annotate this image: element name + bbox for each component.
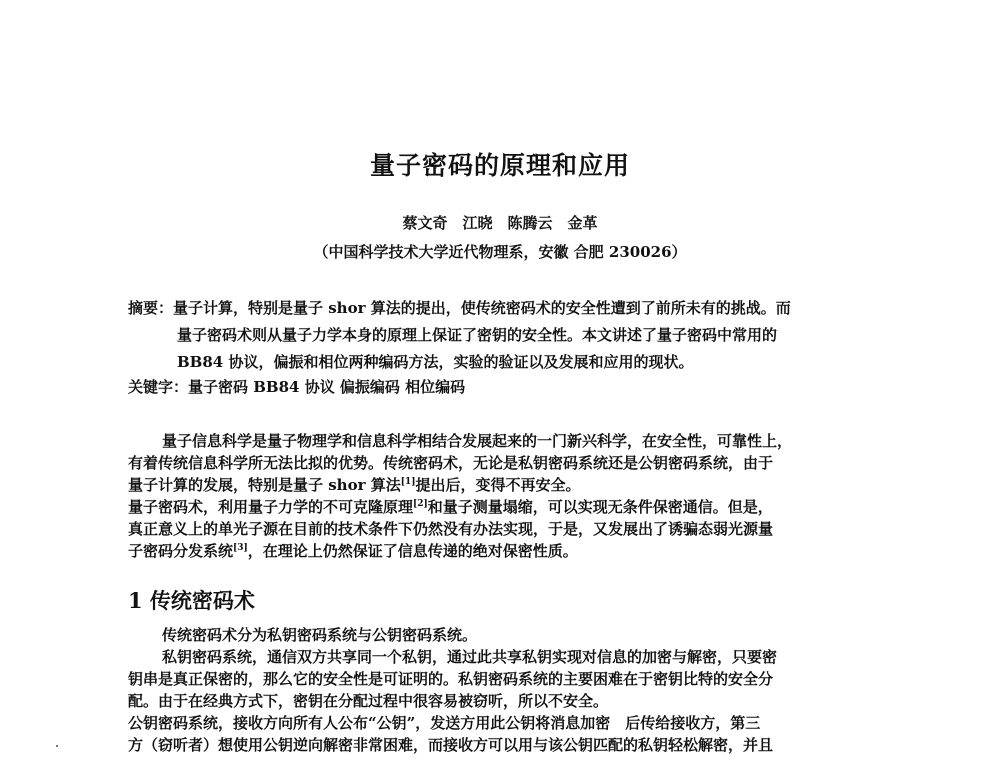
keywords-line <box>128 376 465 397</box>
body-text-segment: 子密码分发系统 <box>128 542 234 560</box>
intro-paragraph <box>128 430 888 562</box>
body-line: 真正意义上的单光子源在目前的技术条件下仍然没有办法实现，于是，又发展出了诱骗态弱光源量 <box>128 520 774 538</box>
paper-title: 量子密码的原理和应用 <box>369 151 630 180</box>
abstract-text: 量子计算，特别是量子 shor 算法的提出，使传统密码术的安全性遭到了前所未有的挑战。而 <box>173 299 791 317</box>
keywords-text: 量子密码 BB84 协议 偏振编码 相位编码 <box>188 378 466 396</box>
keywords-label: 关键字： <box>128 378 189 396</box>
body-line <box>128 540 888 562</box>
citation-ref: [2] <box>413 499 428 509</box>
body-line <box>128 496 888 518</box>
section-heading: 1 传统密码术 <box>128 588 255 613</box>
body-text-segment: 量子计算的发展，特别是量子 shor 算法 <box>128 476 401 494</box>
body-line: 方（窃听者）想使用公钥逆向解密非常困难，而接收方可以用与该公钥匹配的私钥轻松解密，并且 <box>128 736 774 754</box>
body-text-segment: 量子密码术，利用量子力学的不可克隆原理 <box>128 498 414 516</box>
body-line: 配。由于在经典方式下，密钥在分配过程中很容易被窃听，所以不安全。 <box>128 692 609 710</box>
body-line: 公钥密码系统，接收方向所有人公布“公钥”，发送方用此公钥将消息加密 后传给接收方，第三 <box>128 714 761 732</box>
abstract-label: 摘要： <box>128 299 174 317</box>
body-line: 钥串是真正保密的，那么它的安全性是可证明的。私钥密码系统的主要困难在于密钥比特的安全分 <box>128 670 774 688</box>
body-line: 量子信息科学是量子物理学和信息科学相结合发展起来的一门新兴科学，在安全性，可靠性上， <box>162 432 793 450</box>
body-line <box>128 474 888 496</box>
citation-ref: [1] <box>400 477 416 487</box>
abstract-line <box>128 295 888 322</box>
body-text-segment: 和量子测量塌缩，可以实现无条件保密通信。但是， <box>427 498 773 516</box>
body-line: 有着传统信息科学所无法比拟的优势。传统密码术，无论是私钥密码系统还是公钥密码系统，由于 <box>128 454 774 472</box>
abstract-line: 量子密码术则从量子力学本身的原理上保证了密钥的安全性。本文讲述了量子密码中常用的 <box>177 326 778 344</box>
body-line: 传统密码术分为私钥密码系统与公钥密码系统。 <box>162 626 478 644</box>
abstract-block <box>128 295 888 376</box>
body-text-segment: ，在理论上仍然保证了信息传递的绝对保密性质。 <box>247 542 578 560</box>
body-line: 私钥密码系统，通信双方共享同一个私钥，通过此共享私钥实现对信息的加密与解密，只要密 <box>162 648 778 666</box>
author-list: 蔡文奇 江晓 陈腾云 金革 <box>402 214 598 232</box>
author-affiliation: （中国科学技术大学近代物理系，安徽 合肥 230026） <box>313 243 687 261</box>
citation-ref: [3] <box>233 543 248 553</box>
scan-speck <box>56 745 58 747</box>
section1-body <box>128 624 888 756</box>
abstract-line: BB84 协议，偏振和相位两种编码方法，实验的验证以及发展和应用的现状。 <box>177 353 694 371</box>
body-text-segment: 提出后，变得不再安全。 <box>415 476 581 494</box>
